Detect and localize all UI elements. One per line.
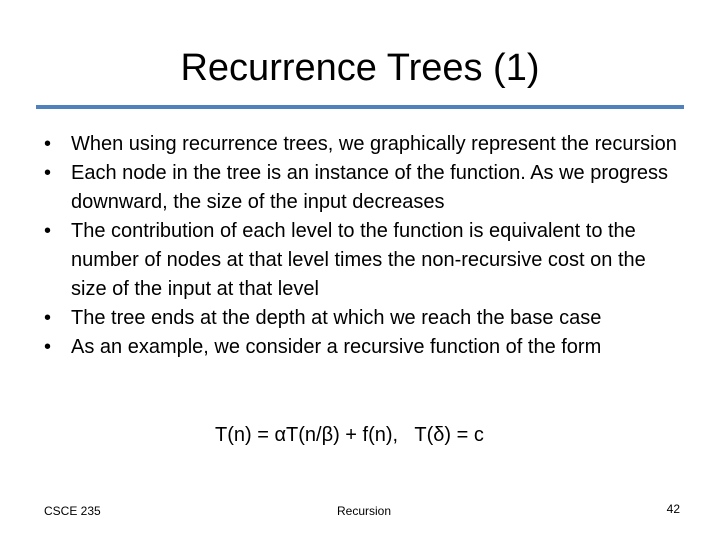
bullet-text: The tree ends at the depth at which we reach the base case xyxy=(71,307,602,329)
bullet-text: As an example, we consider a recursive function of the form xyxy=(71,336,602,358)
bullet-text: When using recurrence trees, we graphically represent the recursion xyxy=(71,133,677,155)
bullet-item xyxy=(44,159,684,217)
bullet-item xyxy=(44,304,684,333)
bullet-item xyxy=(44,130,684,159)
page-number: 42 xyxy=(666,502,680,516)
bullet-marker: • xyxy=(44,220,52,242)
bullet-marker: • xyxy=(44,162,52,184)
recurrence-formula: T(n) = αT(n/β) + f(n), T(δ) = c xyxy=(215,424,484,446)
bullet-list xyxy=(44,130,684,362)
title-divider xyxy=(36,105,684,109)
footer-course: CSCE 235 xyxy=(44,504,101,518)
slide-title: Recurrence Trees (1) xyxy=(180,47,540,89)
bullet-marker: • xyxy=(44,336,52,358)
bullet-text: Each node in the tree is an instance of the function. As we progress downward, the size of the input decreases xyxy=(71,162,669,213)
bullet-marker: • xyxy=(44,307,52,329)
bullet-text: The contribution of each level to the function is equivalent to the number of nodes at that level times the non-recursive cost on the size of the input at that level xyxy=(71,220,646,300)
bullet-item xyxy=(44,217,684,304)
bullet-item xyxy=(44,333,684,362)
bullet-marker: • xyxy=(44,133,52,155)
footer-topic: Recursion xyxy=(336,504,392,518)
